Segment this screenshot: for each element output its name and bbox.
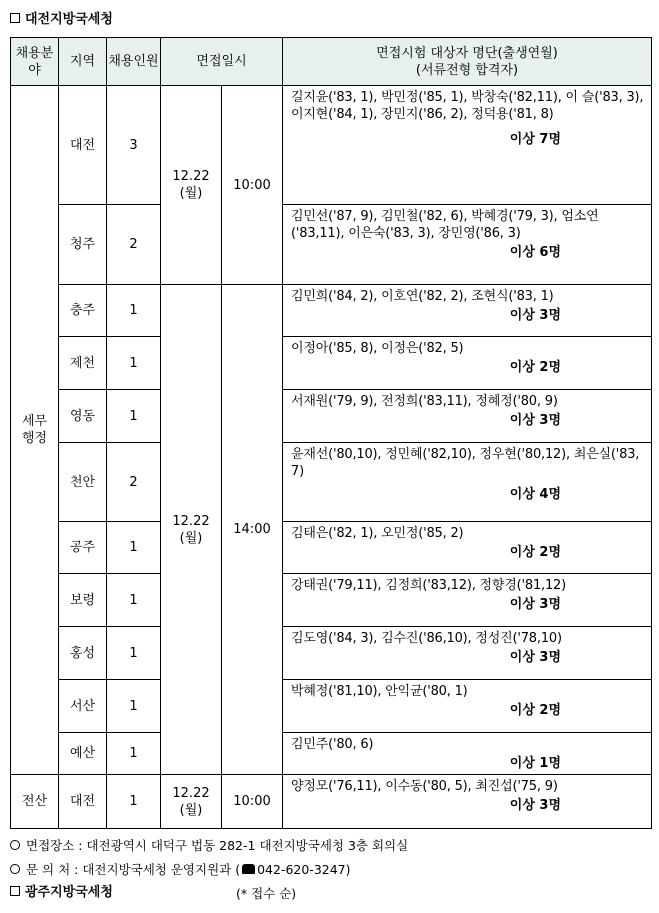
candidate-names-cell: 이정아('85, 8), 이정은('82, 5) 이상 2명 xyxy=(283,337,652,390)
region-cell: 홍성 xyxy=(59,627,107,680)
table-row xyxy=(11,733,652,775)
section-title-text: 광주지방국세청 xyxy=(25,885,113,900)
order-note: (* 접수 순) xyxy=(236,886,297,901)
hires-cell: 2 xyxy=(107,205,161,285)
checkbox-square-icon xyxy=(10,13,20,23)
phone-icon xyxy=(242,864,255,874)
region-cell: 공주 xyxy=(59,522,107,574)
candidate-names-cell: 서재원('79, 9), 전정희('83,11), 정혜정('80, 9) 이상 3명 xyxy=(283,390,652,443)
circle-bullet-icon xyxy=(10,840,20,850)
region-cell: 대전 xyxy=(59,775,107,829)
candidate-count: 이상 1명 xyxy=(509,756,562,771)
hires-cell: 1 xyxy=(107,775,161,829)
category-cell: 세무행정 xyxy=(11,86,59,775)
candidate-names-cell: 김민주('80, 6) 이상 1명 xyxy=(283,733,652,775)
table-row xyxy=(11,680,652,733)
interview-date-cell: 12.22 (월) xyxy=(161,285,222,775)
interview-time-cell: 10:00 xyxy=(222,775,283,829)
interview-time-cell: 14:00 xyxy=(222,285,283,775)
section-title-daejeon xyxy=(10,8,113,27)
candidate-names-cell: 김민선('87, 9), 김민철('82, 6), 박혜경('79, 3), 엄소연('83,11), 이은숙('83, 3), 장민영('86, 3) 이상 6명 xyxy=(283,205,652,285)
region-cell: 영동 xyxy=(59,390,107,443)
interview-location: 면접장소 : 대전광역시 대덕구 법동 282-1 대전지방국세청 3층 회의실 xyxy=(10,836,408,854)
category-cell: 전산 xyxy=(11,775,59,829)
header-hires: 채용인원 xyxy=(107,38,161,86)
hires-cell: 1 xyxy=(107,337,161,390)
table-row xyxy=(11,775,652,829)
hires-cell: 1 xyxy=(107,285,161,337)
interview-date-cell: 12.22 (월) xyxy=(161,86,222,285)
candidate-count: 이상 4명 xyxy=(509,487,562,502)
header-region: 지역 xyxy=(59,38,107,86)
section-title-text: 대전지방국세청 xyxy=(25,12,113,27)
candidate-count: 이상 6명 xyxy=(509,245,562,260)
candidate-names-cell: 윤재선('80,10), 정민혜('82,10), 정우현('80,12), 최은실('83, 7) 이상 4명 xyxy=(283,443,652,522)
hires-cell: 2 xyxy=(107,443,161,522)
candidate-count: 이상 7명 xyxy=(509,132,562,147)
interview-time-cell: 10:00 xyxy=(222,86,283,285)
table-row xyxy=(11,285,652,337)
region-cell: 서산 xyxy=(59,680,107,733)
table-row xyxy=(11,574,652,627)
candidate-count: 이상 2명 xyxy=(509,703,562,718)
table-row xyxy=(11,627,652,680)
section-title-gwangju xyxy=(10,881,113,900)
region-cell: 충주 xyxy=(59,285,107,337)
candidate-count: 이상 3명 xyxy=(509,413,562,428)
table-row xyxy=(11,390,652,443)
candidate-names-cell: 양정모('76,11), 이수동('80, 5), 최진섭('75, 9) 이상 3명 xyxy=(283,775,652,829)
checkbox-square-icon xyxy=(10,886,20,896)
table-row xyxy=(11,86,652,205)
candidate-names-cell: 김도영('84, 3), 김수진('86,10), 정성진('78,10) 이상 3명 xyxy=(283,627,652,680)
header-candidates: 면접시험 대상자 명단(출생연월) (서류전형 합격자) xyxy=(283,38,652,86)
hires-cell: 1 xyxy=(107,574,161,627)
hires-cell: 3 xyxy=(107,86,161,205)
interview-table xyxy=(10,37,652,829)
interview-date-cell: 12.22 (월) xyxy=(161,775,222,829)
region-cell: 제천 xyxy=(59,337,107,390)
candidate-names-cell: 강태권('79,11), 김정희('83,12), 정향경('81,12) 이상 3명 xyxy=(283,574,652,627)
region-cell: 천안 xyxy=(59,443,107,522)
hires-cell: 1 xyxy=(107,390,161,443)
circle-bullet-icon xyxy=(10,864,20,874)
candidate-names-cell: 김태은('82, 1), 오민정('85, 2) 이상 2명 xyxy=(283,522,652,574)
region-cell: 대전 xyxy=(59,86,107,205)
region-cell: 예산 xyxy=(59,733,107,775)
header-category: 채용분야 xyxy=(11,38,59,86)
contact-info: 문 의 처 : 대전지방국세청 운영지원과 ( 042-620-3247) xyxy=(10,860,351,878)
table-header-row xyxy=(11,38,652,86)
candidate-count: 이상 3명 xyxy=(509,308,562,323)
region-cell: 보령 xyxy=(59,574,107,627)
candidate-names-cell: 김민희('84, 2), 이호연('82, 2), 조현식('83, 1) 이상 3명 xyxy=(283,285,652,337)
hires-cell: 1 xyxy=(107,522,161,574)
hires-cell: 1 xyxy=(107,733,161,775)
region-cell: 청주 xyxy=(59,205,107,285)
table-row xyxy=(11,205,652,285)
candidate-count: 이상 2명 xyxy=(509,360,562,375)
candidate-names-cell: 박혜정('81,10), 안익균('80, 1) 이상 2명 xyxy=(283,680,652,733)
candidate-count: 이상 3명 xyxy=(509,650,562,665)
table-row xyxy=(11,337,652,390)
candidate-count: 이상 2명 xyxy=(509,545,562,560)
table-row xyxy=(11,443,652,522)
candidate-count: 이상 3명 xyxy=(509,798,562,813)
candidate-count: 이상 3명 xyxy=(509,597,562,612)
table-row xyxy=(11,522,652,574)
hires-cell: 1 xyxy=(107,627,161,680)
hires-cell: 1 xyxy=(107,680,161,733)
candidate-names-cell: 길지윤('83, 1), 박민정('85, 1), 박창숙('82,11), 이 슬('83, 3), 이지현('84, 1), 장민지('86, 2), 정덕용('81, 8) 이상 7명 xyxy=(283,86,652,205)
header-interview: 면접일시 xyxy=(161,38,283,86)
